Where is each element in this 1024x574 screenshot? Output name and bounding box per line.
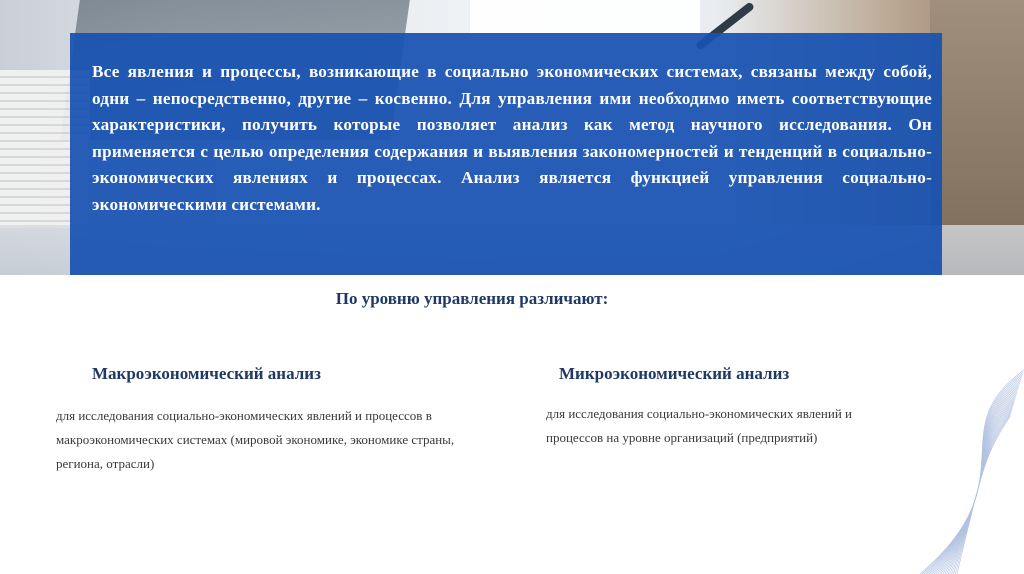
micro-analysis-description: для исследования социально-экономических явлений и процессов на уровне организаций (предприятий)	[546, 406, 853, 445]
macro-analysis-description: для исследования социально-экономических явлений и процессов в макроэкономических системах (мировой экономике, экономике страны, региона, отрасли)	[56, 408, 455, 471]
wave-line	[953, 412, 1011, 574]
wave-line	[950, 407, 1013, 574]
wave-line	[924, 374, 1023, 574]
main-paragraph: Все явления и процессы, возникающие в социально экономических системах, связаны между собой, одни – непосредственно, другие – косвенно. Для управления ими необходимо иметь соответствующие характеристики, получить которые позволяет анализ как метод научного исследования. Он применяется с целью определения содержания и выявления закономерностей и тенденций в социально-экономических явлениях и процессах. Анализ является функцией управления социально-экономическими системами.	[92, 62, 932, 214]
wave-line	[925, 377, 1022, 574]
section-subtitle: По уровню управления различают:	[335, 289, 609, 308]
macro-analysis-title: Макроэкономический анализ	[92, 364, 321, 383]
wave-line	[927, 379, 1021, 574]
wave-line	[946, 403, 1014, 574]
micro-analysis-title: Микроэкономический анализ	[559, 364, 790, 383]
wave-line	[929, 381, 1021, 574]
wave-lines-decoration	[880, 370, 1024, 574]
intro-text-box	[70, 33, 942, 275]
